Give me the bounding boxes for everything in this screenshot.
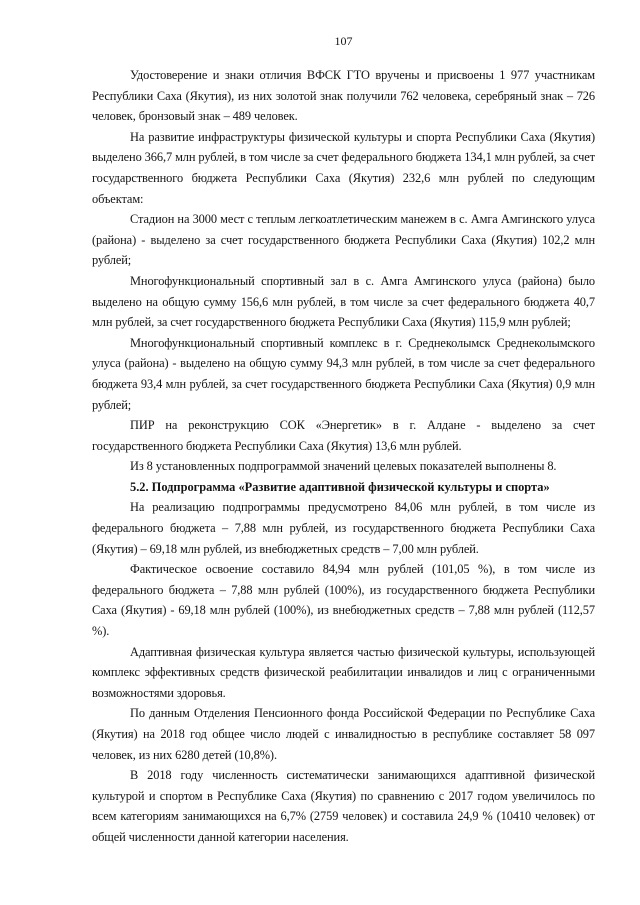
paragraph-target-indicators: Из 8 установленных подпрограммой значений целевых показателей выполнены 8.	[130, 459, 557, 474]
paragraph-amga-stadium: Стадион на 3000 мест с теплым легкоатлетическим манежем в с. Амга Амгинского улуса (района) - выделено за счет государственного бюджета Республики Саха (Якутия) 102,2 млн рублей;	[92, 212, 595, 268]
paragraph-infrastructure-funding: На развитие инфраструктуры физической культуры и спорта Республики Саха (Якутия) выделено 366,7 млн рублей, в том числе за счет федерального бюджета 134,1 млн рублей, за счет государственного бюджета Республики Саха (Якутия) 232,6 млн рублей по следующим объектам:	[92, 129, 595, 206]
paragraph-subprogram-planned-funding: На реализацию подпрограммы предусмотрено 84,06 млн рублей, в том числе из федерального бюджета – 7,88 млн рублей, из государственного бюджета Республики Саха (Якутия) – 69,18 млн рублей, из внебюджетных средств – 7,00 млн рублей.	[92, 500, 595, 556]
paragraph-actual-spending: Фактическое освоение составило 84,94 млн рублей (101,05 %), в том числе из федерального бюджета – 7,88 млн рублей (100%), из государственного бюджета Республики Саха (Якутия) - 69,18 млн рублей (100%), из внебюджетных средств – 7,88 млн рублей (112,57 %).	[92, 562, 595, 639]
paragraph-srednekolymsk-complex: Многофункциональный спортивный комплекс в г. Среднеколымск Среднеколымского улуса (района) - выделено на общую сумму 94,3 млн рублей, в том числе за счет федерального бюджета 93,4 млн рублей, за счет государственного бюджета Республики Саха (Якутия) 0,9 млн рублей;	[92, 335, 595, 412]
paragraph-gto-awards: Удостоверение и знаки отличия ВФСК ГТО вручены и присвоены 1 977 участникам Республики Саха (Якутия), из них золотой знак получили 762 человека, серебряный знак – 726 человек, бронзовый знак – 489 человек.	[92, 68, 595, 124]
section-heading: 5.2. Подпрограмма «Развитие адаптивной физической культуры и спорта»	[130, 479, 550, 494]
document-body	[92, 65, 595, 848]
paragraph-amga-sports-hall: Многофункциональный спортивный зал в с. Амга Амгинского улуса (района) было выделено на общую сумму 156,6 млн рублей, в том числе за счет федерального бюджета 40,7 млн рублей, за счет государственного бюджета Республики Саха (Якутия) 115,9 млн рублей;	[92, 273, 595, 330]
paragraph-energetik-reconstruction: ПИР на реконструкцию СОК «Энергетик» в г. Алдане - выделено за счет государственного бюджета Республики Саха (Якутия) 13,6 млн рублей.	[92, 418, 595, 453]
paragraph-participation-growth: В 2018 году численность систематически занимающихся адаптивной физической культурой и спортом в Республике Саха (Якутия) по сравнению с 2017 годом увеличилось по всем категориям занимающихся на 6,7% (2759 человек) и составила 24,9 % (10410 человек) от общей численности данной категории населения.	[92, 768, 595, 844]
paragraph-adaptive-definition: Адаптивная физическая культура является частью физической культуры, использующей комплекс эффективных средств физической реабилитации инвалидов и лиц с ограниченными возможностями здоровья.	[92, 644, 595, 700]
page-number: 107	[334, 34, 353, 48]
paragraph-pension-fund-data: По данным Отделения Пенсионного фонда Российской Федерации по Республике Саха (Якутия) на 2018 год общее число людей с инвалидностью в республике составляет 58 097 человек, из них 6280 детей (10,8%).	[92, 706, 595, 762]
